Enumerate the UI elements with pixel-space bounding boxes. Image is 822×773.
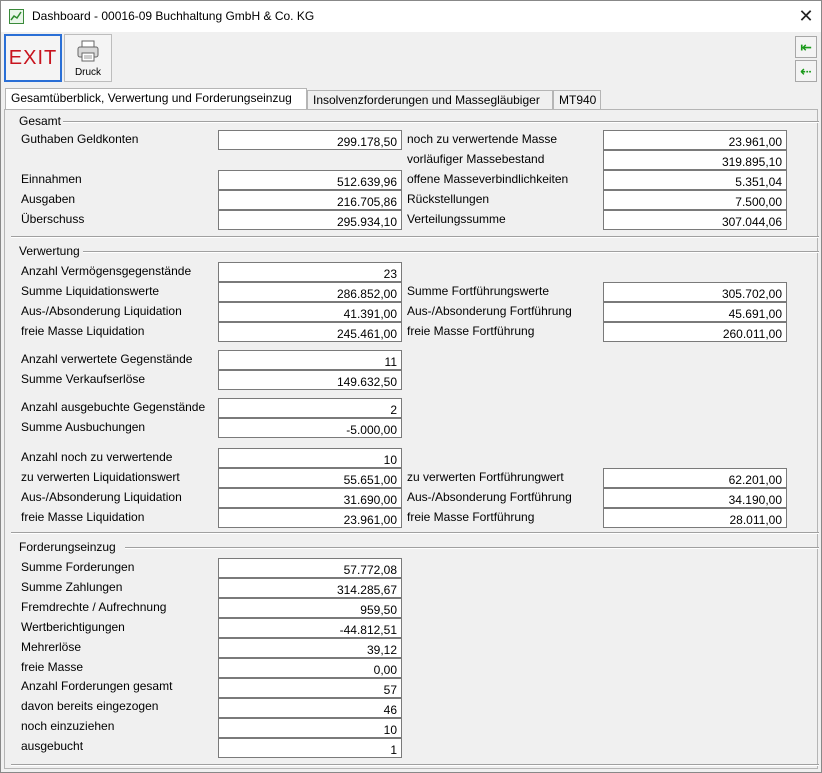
field-vorlaeufiger-massebestand: 319.895,10 bbox=[603, 150, 787, 170]
group-title-gesamt: Gesamt bbox=[19, 114, 62, 128]
label-anzahl-verwertete-gegenstaende: Anzahl verwertete Gegenstände bbox=[21, 352, 193, 366]
field-absonderung-liquidation-rest: 31.690,00 bbox=[218, 488, 402, 508]
field-guthaben-geldkonten: 299.178,50 bbox=[218, 130, 402, 150]
label-freie-masse-fortfuehrung: freie Masse Fortführung bbox=[407, 324, 535, 338]
field-offene-masseverbindlichkeiten: 5.351,04 bbox=[603, 170, 787, 190]
tab-panel-gesamtueberblick bbox=[4, 109, 818, 769]
label-noch-zu-verwertende-masse: noch zu verwertende Masse bbox=[407, 132, 558, 146]
printer-icon bbox=[76, 39, 100, 63]
label-davon-bereits-eingezogen: davon bereits eingezogen bbox=[21, 699, 159, 713]
field-davon-bereits-eingezogen: 46 bbox=[218, 698, 402, 718]
label-mehrerloese: Mehrerlöse bbox=[21, 640, 82, 654]
label-guthaben-geldkonten: Guthaben Geldkonten bbox=[21, 132, 139, 146]
label-anzahl-noch-zu-verwertende: Anzahl noch zu verwertende bbox=[21, 450, 173, 464]
field-mehrerloese: 39,12 bbox=[218, 638, 402, 658]
exit-button[interactable]: EXIT bbox=[4, 34, 62, 82]
label-summe-verkaufserloese: Summe Verkaufserlöse bbox=[21, 372, 146, 386]
print-label: Druck bbox=[74, 67, 102, 78]
label-anzahl-vermoegensgegenstaende: Anzahl Vermögensgegenstände bbox=[21, 264, 192, 278]
label-zu-verwerten-fortfuehrungwert: zu verwerten Fortführungwert bbox=[407, 470, 564, 484]
field-summe-zahlungen: 314.285,67 bbox=[218, 578, 402, 598]
nav-first-icon[interactable]: ⇤ bbox=[795, 36, 817, 58]
field-fremdrechte-aufrechnung: 959,50 bbox=[218, 598, 402, 618]
field-einnahmen: 512.639,96 bbox=[218, 170, 402, 190]
field-anzahl-ausgebuchte-gegenstaende: 2 bbox=[218, 398, 402, 418]
field-freie-masse-fortfuehrung-rest: 28.011,00 bbox=[603, 508, 787, 528]
label-ueberschuss: Überschuss bbox=[21, 212, 85, 226]
field-noch-zu-verwertende-masse: 23.961,00 bbox=[603, 130, 787, 150]
tab-insolvenzforderungen[interactable]: Insolvenzforderungen und Massegläubiger bbox=[307, 90, 553, 110]
group-separator bbox=[125, 547, 819, 549]
label-freie-masse-fortfuehrung-rest: freie Masse Fortführung bbox=[407, 510, 535, 524]
field-noch-einzuziehen: 10 bbox=[218, 718, 402, 738]
field-ueberschuss: 295.934,10 bbox=[218, 210, 402, 230]
field-anzahl-verwertete-gegenstaende: 11 bbox=[218, 350, 402, 370]
tab-strip bbox=[1, 88, 821, 110]
label-ausgebucht: ausgebucht bbox=[21, 739, 84, 753]
window-title: Dashboard - 00016-09 Buchhaltung GmbH & Co. KG bbox=[32, 9, 315, 23]
label-absonderung-fortfuehrung-rest: Aus-/Absonderung Fortführung bbox=[407, 490, 572, 504]
field-ausgaben: 216.705,86 bbox=[218, 190, 402, 210]
field-absonderung-liquidation: 41.391,00 bbox=[218, 302, 402, 322]
toolbar bbox=[1, 32, 821, 84]
label-fremdrechte-aufrechnung: Fremdrechte / Aufrechnung bbox=[21, 600, 167, 614]
label-freie-masse-liquidation-rest: freie Masse Liquidation bbox=[21, 510, 145, 524]
field-anzahl-forderungen-gesamt: 57 bbox=[218, 678, 402, 698]
field-summe-fortfuehrungswerte: 305.702,00 bbox=[603, 282, 787, 302]
label-zu-verwerten-liquidationswert: zu verwerten Liquidationswert bbox=[21, 470, 180, 484]
label-wertberichtigungen: Wertberichtigungen bbox=[21, 620, 125, 634]
label-summe-zahlungen: Summe Zahlungen bbox=[21, 580, 123, 594]
field-summe-verkaufserloese: 149.632,50 bbox=[218, 370, 402, 390]
field-freie-masse-fortfuehrung: 260.011,00 bbox=[603, 322, 787, 342]
label-summe-forderungen: Summe Forderungen bbox=[21, 560, 135, 574]
label-einnahmen: Einnahmen bbox=[21, 172, 82, 186]
label-rueckstellungen: Rückstellungen bbox=[407, 192, 490, 206]
field-wertberichtigungen: -44.812,51 bbox=[218, 618, 402, 638]
label-noch-einzuziehen: noch einzuziehen bbox=[21, 719, 115, 733]
field-zu-verwerten-fortfuehrungwert: 62.201,00 bbox=[603, 468, 787, 488]
group-separator bbox=[83, 251, 819, 253]
section-divider bbox=[11, 764, 819, 766]
tab-gesamtueberblick[interactable]: Gesamtüberblick, Verwertung und Forderungseinzug bbox=[5, 88, 307, 110]
field-freie-masse-liquidation-rest: 23.961,00 bbox=[218, 508, 402, 528]
label-summe-fortfuehrungswerte: Summe Fortführungswerte bbox=[407, 284, 550, 298]
field-summe-ausbuchungen: -5.000,00 bbox=[218, 418, 402, 438]
print-button[interactable] bbox=[64, 34, 112, 82]
group-title-forderungseinzug: Forderungseinzug bbox=[19, 540, 116, 554]
label-ausgaben: Ausgaben bbox=[21, 192, 76, 206]
field-summe-forderungen: 57.772,08 bbox=[218, 558, 402, 578]
label-anzahl-forderungen-gesamt: Anzahl Forderungen gesamt bbox=[21, 679, 173, 693]
field-anzahl-noch-zu-verwertende: 10 bbox=[218, 448, 402, 468]
label-summe-liquidationswerte: Summe Liquidationswerte bbox=[21, 284, 160, 298]
label-absonderung-liquidation: Aus-/Absonderung Liquidation bbox=[21, 304, 182, 318]
label-summe-ausbuchungen: Summe Ausbuchungen bbox=[21, 420, 146, 434]
field-freie-masse-liquidation: 245.461,00 bbox=[218, 322, 402, 342]
label-anzahl-ausgebuchte-gegenstaende: Anzahl ausgebuchte Gegenstände bbox=[21, 400, 206, 414]
group-title-verwertung: Verwertung bbox=[19, 244, 80, 258]
nav-back-icon[interactable]: ⇠ bbox=[795, 60, 817, 82]
group-separator bbox=[63, 121, 819, 123]
label-offene-masseverbindlichkeiten: offene Masseverbindlichkeiten bbox=[407, 172, 569, 186]
field-ausgebucht: 1 bbox=[218, 738, 402, 758]
section-divider bbox=[11, 532, 819, 534]
field-anzahl-vermoegensgegenstaende: 23 bbox=[218, 262, 402, 282]
field-absonderung-fortfuehrung-rest: 34.190,00 bbox=[603, 488, 787, 508]
label-verteilungssumme: Verteilungssumme bbox=[407, 212, 506, 226]
section-divider bbox=[11, 236, 819, 238]
field-absonderung-fortfuehrung: 45.691,00 bbox=[603, 302, 787, 322]
app-icon bbox=[9, 9, 24, 24]
close-icon[interactable]: ✕ bbox=[798, 6, 814, 26]
field-rueckstellungen: 7.500,00 bbox=[603, 190, 787, 210]
label-vorlaeufiger-massebestand: vorläufiger Massebestand bbox=[407, 152, 545, 166]
title-bar bbox=[1, 1, 821, 32]
label-absonderung-fortfuehrung: Aus-/Absonderung Fortführung bbox=[407, 304, 572, 318]
field-summe-liquidationswerte: 286.852,00 bbox=[218, 282, 402, 302]
label-freie-masse-liquidation: freie Masse Liquidation bbox=[21, 324, 145, 338]
field-freie-masse: 0,00 bbox=[218, 658, 402, 678]
label-freie-masse: freie Masse bbox=[21, 660, 84, 674]
field-zu-verwerten-liquidationswert: 55.651,00 bbox=[218, 468, 402, 488]
tab-mt940[interactable]: MT940 bbox=[553, 90, 601, 110]
label-absonderung-liquidation-rest: Aus-/Absonderung Liquidation bbox=[21, 490, 182, 504]
field-verteilungssumme: 307.044,06 bbox=[603, 210, 787, 230]
